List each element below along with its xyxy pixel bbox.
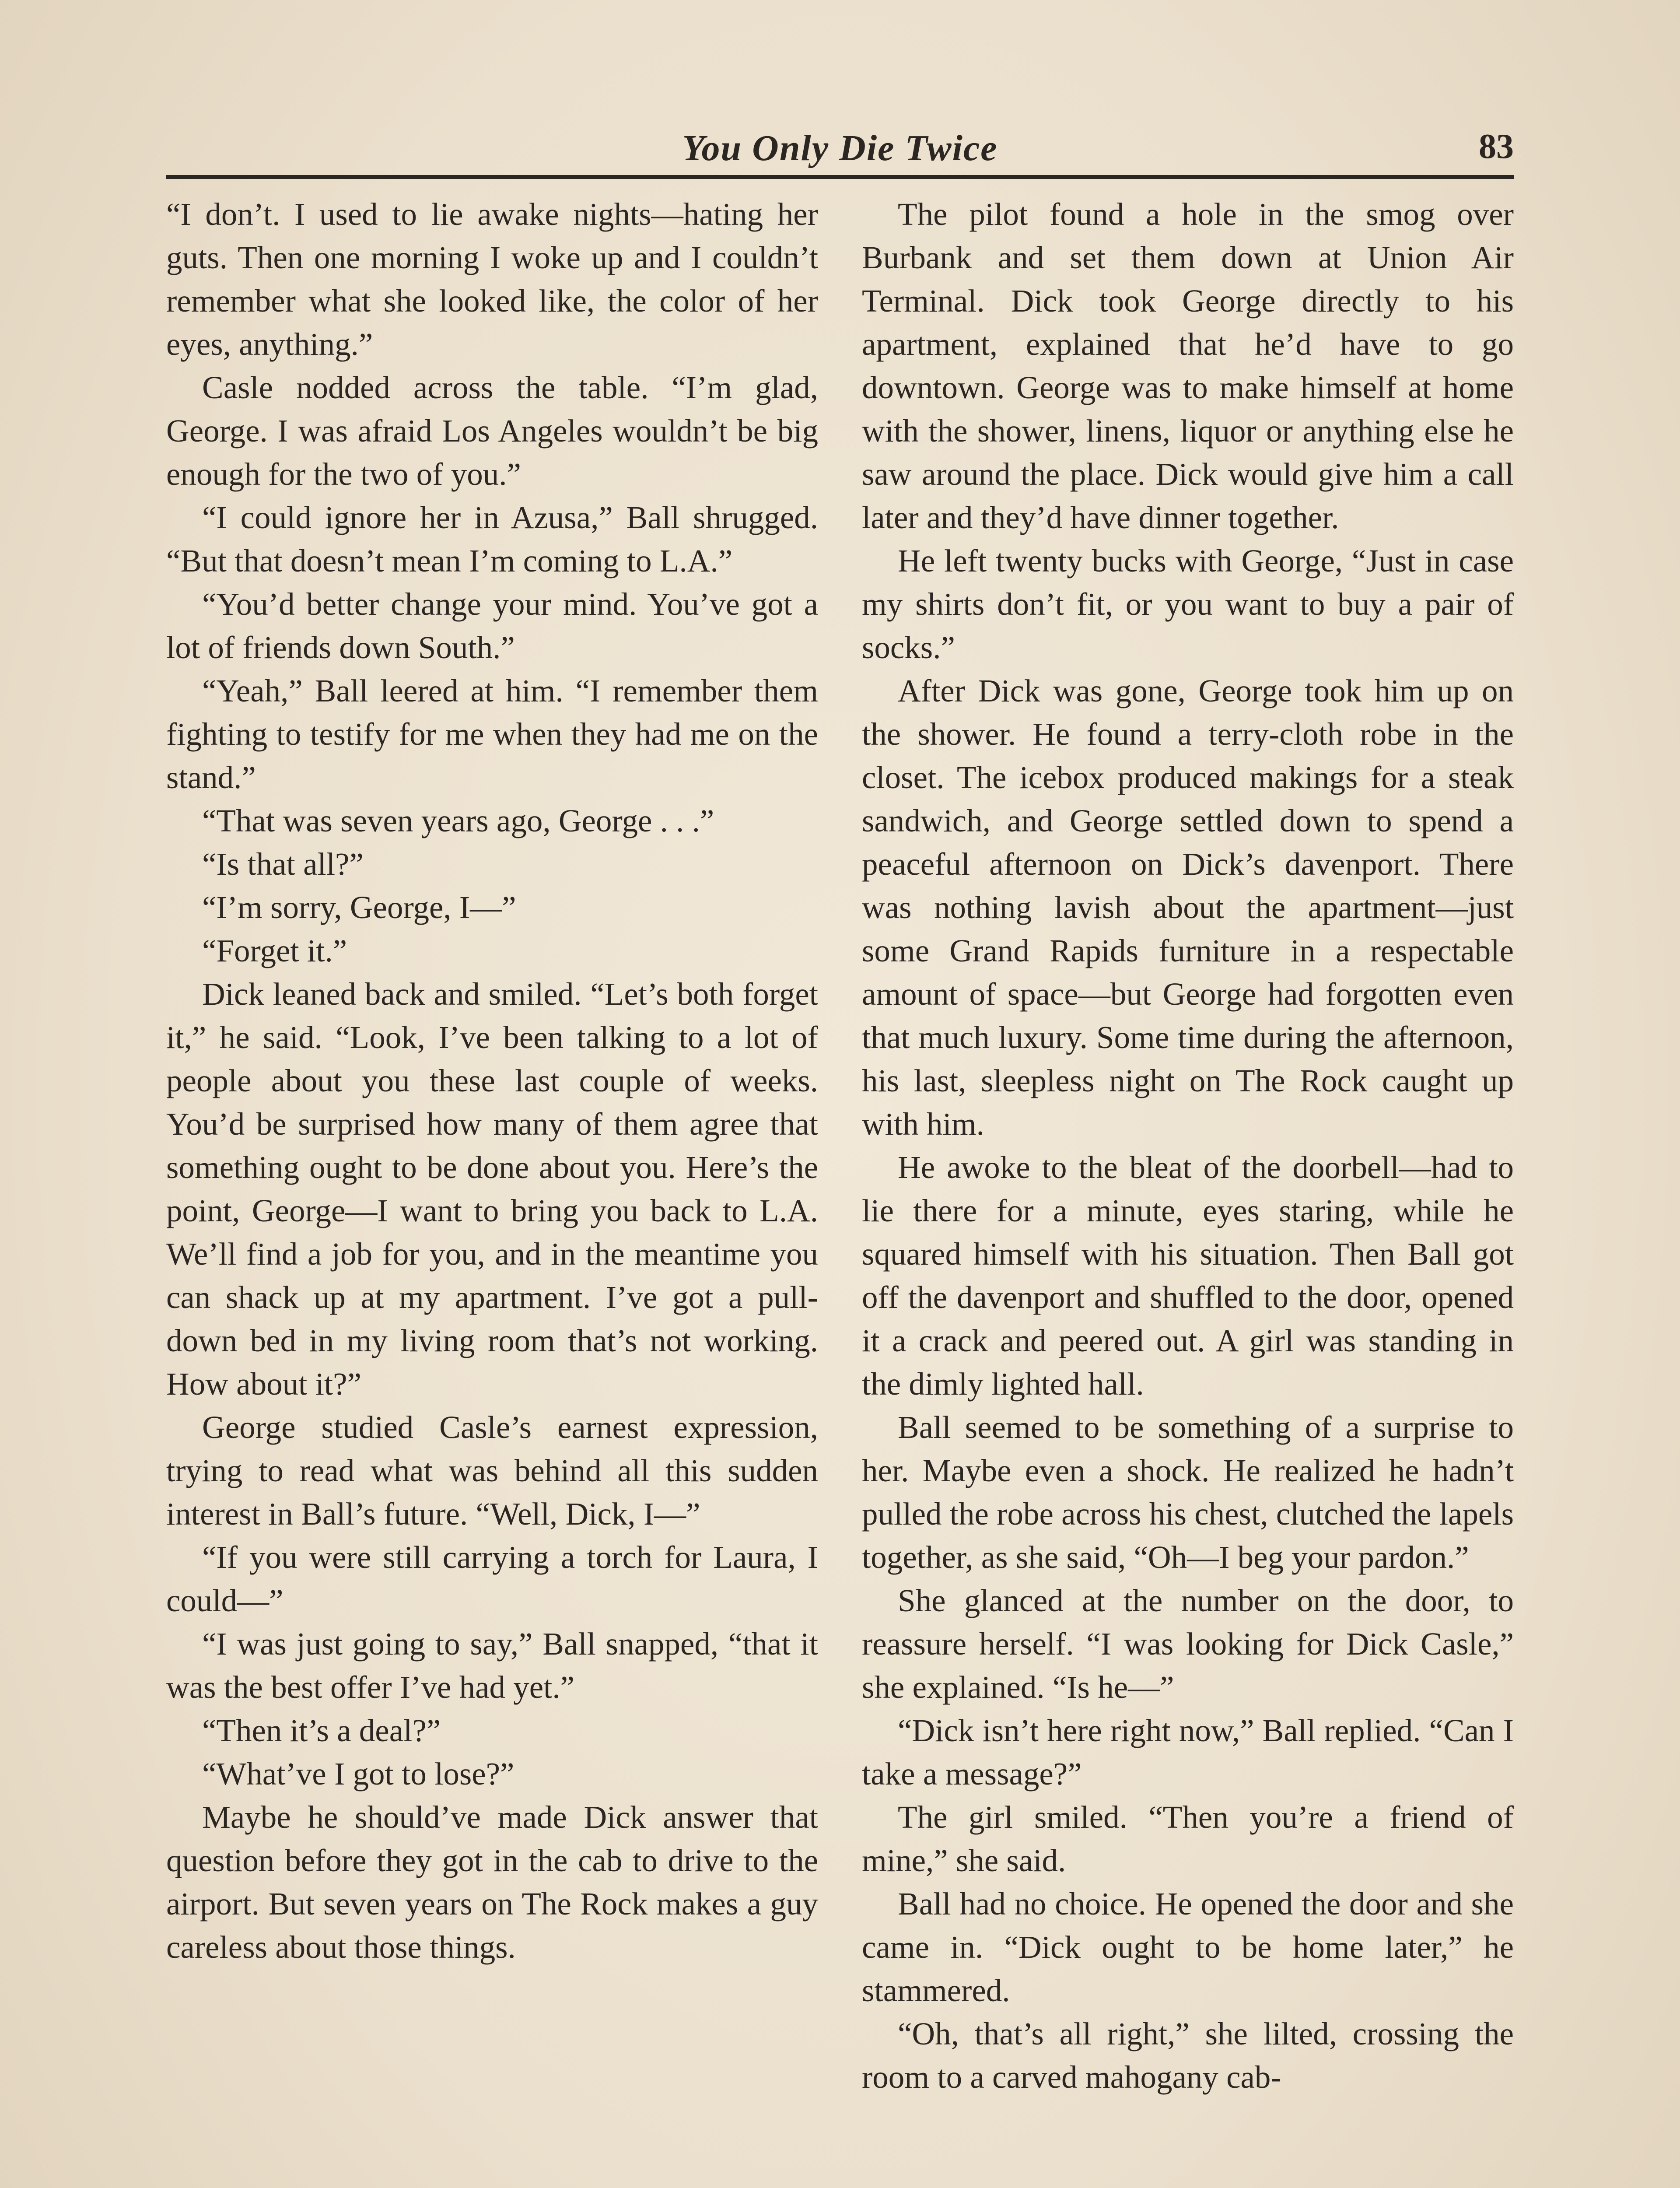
paragraph: “Then it’s a deal?” (202, 1713, 441, 1748)
paragraph: He awoke to the bleat of the doorbell—had to lie there for a minute, eyes staring, while he squared himself with his situation. Then Ball got off the davenport and shuffled to the door, opened it a crack and peered out. A girl was standing in the dimly lighted hall. (862, 1150, 1514, 1402)
paragraph: “That was seven years ago, George . . .” (202, 803, 714, 838)
paragraph: Ball had no choice. He opened the door and she came in. “Dick ought to be home later,” he stammered. (862, 1886, 1514, 2008)
paragraph: “Forget it.” (202, 933, 347, 968)
paragraph: “I was just going to say,” Ball snapped, “that it was the best offer I’ve had yet.” (166, 1626, 818, 1705)
paragraph: The pilot found a hole in the smog over Burbank and set them down at Union Air Terminal. Dick took George directly to his apartment, explained that he’d have to go downtown. George was to make himself at home with the shower, linens, liquor or anything else he saw around the place. Dick would give him a call later and they’d have dinner together. (862, 196, 1514, 535)
paragraph: “If you were still carrying a torch for Laura, I could—” (166, 1539, 818, 1618)
right-text-column (862, 193, 1514, 2099)
paragraph: Casle nodded across the table. “I’m glad, George. I was afraid Los Angeles wouldn’t be big enough for the two of you.” (166, 370, 818, 492)
paragraph: The girl smiled. “Then you’re a friend of mine,” she said. (862, 1799, 1514, 1878)
running-title: You Only Die Twice (682, 128, 998, 168)
paragraph: “I don’t. I used to lie awake nights—hating her guts. Then one morning I woke up and I couldn’t remember what she looked like, the color of her eyes, anything.” (166, 196, 818, 362)
paragraph: He left twenty bucks with George, “Just in case my shirts don’t fit, or you want to buy a pair of socks.” (862, 543, 1514, 665)
page-number: 83 (1479, 127, 1514, 166)
paragraph: Dick leaned back and smiled. “Let’s both forget it,” he said. “Look, I’ve been talking to a lot of people about you these last couple of weeks. You’d be surprised how many of them agree that something ought to be done about you. Here’s the point, George—I want to bring you back to L.A. We’ll find a job for you, and in the meantime you can shack up at my apartment. I’ve got a pull-down bed in my living room that’s not working. How about it?” (166, 976, 818, 1402)
page-header (166, 123, 1514, 179)
paragraph: Ball seemed to be something of a surprise to her. Maybe even a shock. He realized he hadn’t pulled the robe across his chest, clutched the lapels together, as she said, “Oh—I beg your pardon.” (862, 1410, 1514, 1575)
paragraph: “I’m sorry, George, I—” (202, 890, 516, 925)
paragraph: “Oh, that’s all right,” she lilted, crossing the room to a carved mahogany cab- (862, 2016, 1514, 2095)
paragraph: “What’ve I got to lose?” (202, 1756, 514, 1792)
paragraph: She glanced at the number on the door, to reassure herself. “I was looking for Dick Casle,” she explained. “Is he—” (862, 1583, 1514, 1705)
paragraph: George studied Casle’s earnest expression, trying to read what was behind all this sudden interest in Ball’s future. “Well, Dick, I—” (166, 1410, 818, 1532)
paragraph: “Yeah,” Ball leered at him. “I remember them fighting to testify for me when they had me on the stand.” (166, 673, 818, 795)
paragraph: “I could ignore her in Azusa,” Ball shrugged. “But that doesn’t mean I’m coming to L.A.” (166, 500, 818, 579)
paragraph: “You’d better change your mind. You’ve got a lot of friends down South.” (166, 586, 818, 665)
paragraph: Maybe he should’ve made Dick answer that question before they got in the cab to drive to the airport. But seven years on The Rock makes a guy careless about those things. (166, 1799, 818, 1965)
paragraph: After Dick was gone, George took him up on the shower. He found a terry-cloth robe in the closet. The icebox produced makings for a steak sandwich, and George settled down to spend a peaceful afternoon on Dick’s davenport. There was nothing lavish about the apartment—just some Grand Rapids furniture in a respectable amount of space—but George had forgotten even that much luxury. Some time during the afternoon, his last, sleepless night on The Rock caught up with him. (862, 673, 1514, 1142)
left-text-column (166, 193, 818, 1969)
paragraph: “Dick isn’t here right now,” Ball replied. “Can I take a message?” (862, 1713, 1514, 1792)
paragraph: “Is that all?” (202, 846, 364, 882)
